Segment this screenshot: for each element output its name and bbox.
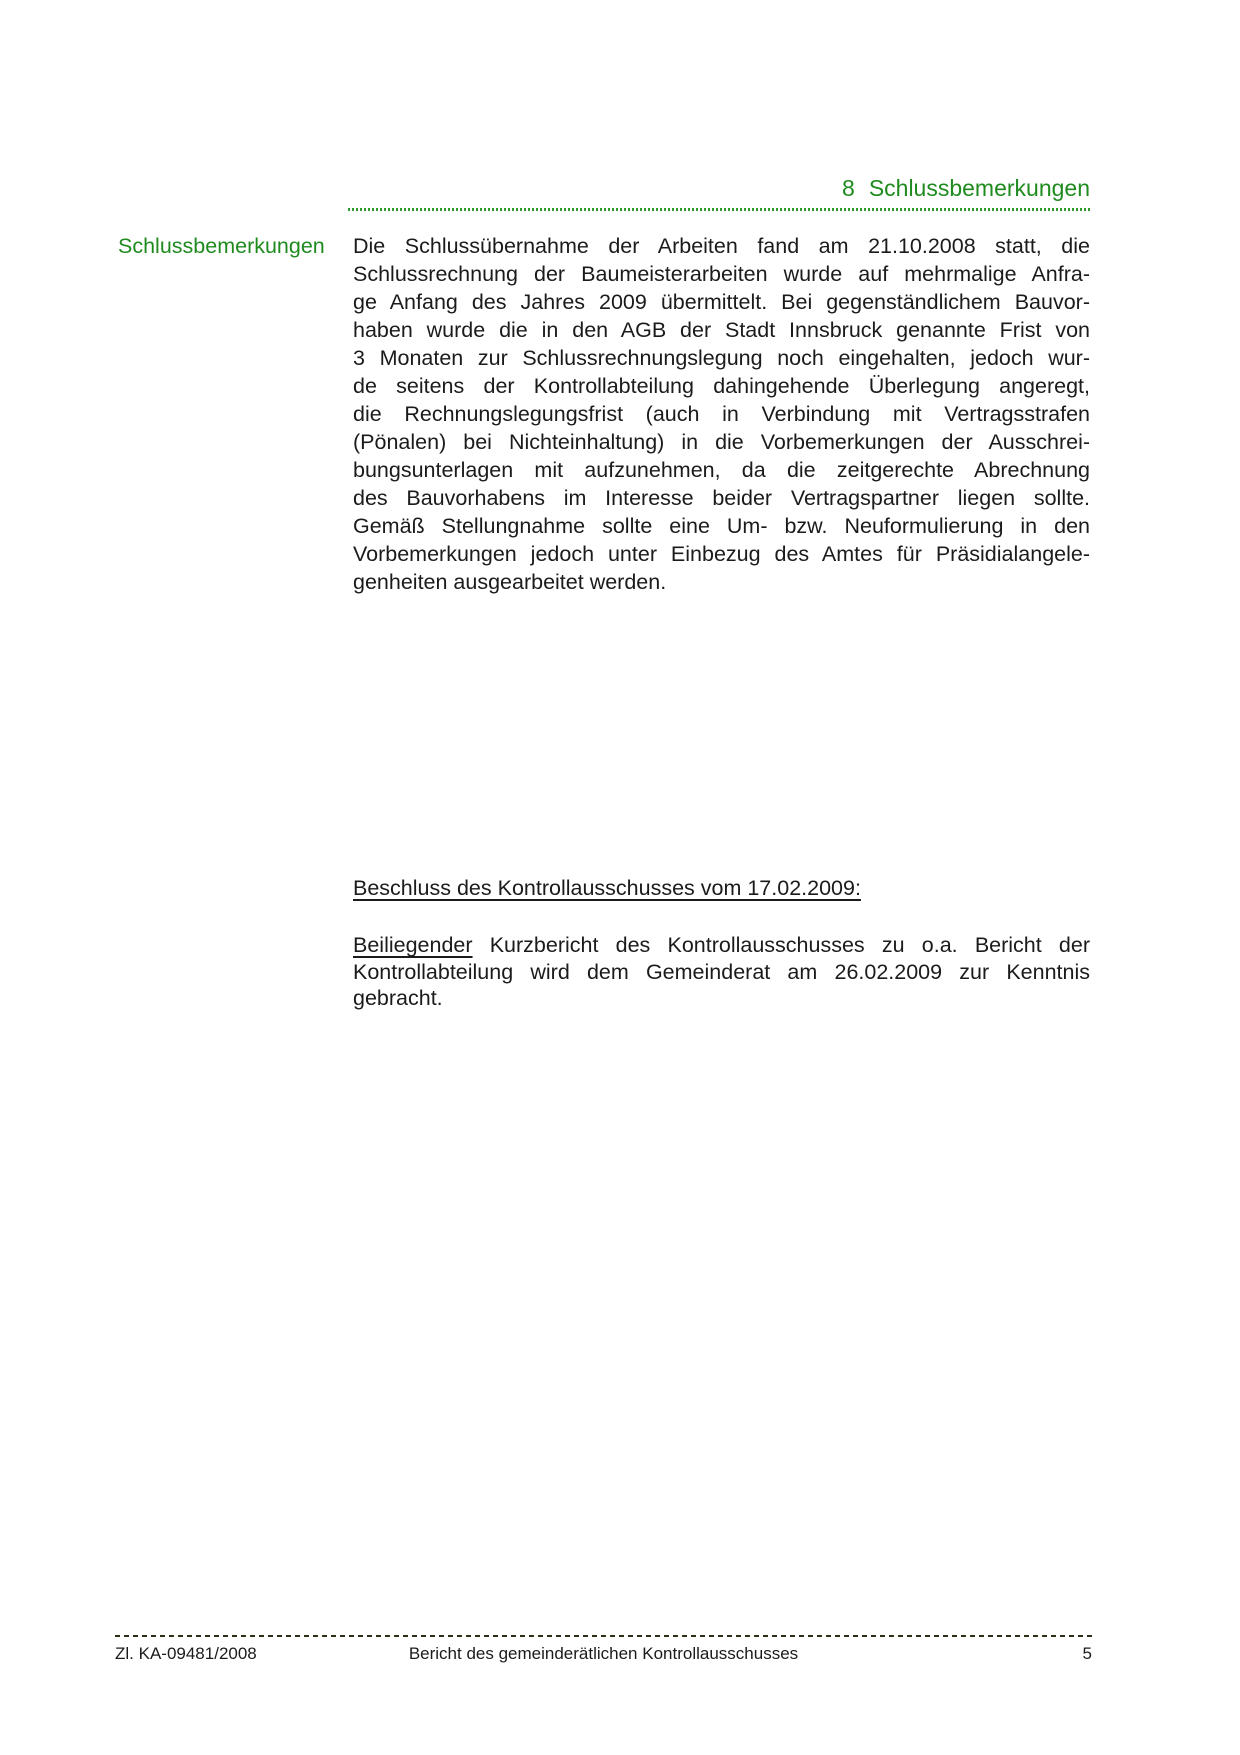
margin-label: Schlussbemerkungen: [118, 234, 325, 258]
paragraph-line: Gemäß Stellungnahme sollte eine Um- bzw. Neuformulierung in den: [353, 514, 1090, 538]
paragraph-line: genheiten ausgearbeitet werden.: [353, 570, 667, 594]
footer-rule: [115, 1635, 1092, 1637]
page-footer: [115, 1643, 1092, 1667]
paragraph-line: [353, 932, 1090, 959]
decision-heading: Beschluss des Kontrollausschusses vom 17.02.2009:: [353, 876, 861, 900]
section-title: Schlussbemerkungen: [868, 175, 1090, 201]
section-number: 8: [842, 175, 855, 201]
paragraph-line: Vorbemerkungen jedoch unter Einbezug des Amtes für Präsidialangele-: [353, 542, 1090, 566]
paragraph-line: Schlussrechnung der Baumeisterarbeiten wurde auf mehrmalige Anfra-: [353, 262, 1090, 286]
section-header-rule: [348, 208, 1090, 211]
footer-title: Bericht des gemeinderätlichen Kontrollausschusses: [408, 1644, 799, 1663]
paragraph-line: (Pönalen) bei Nichteinhaltung) in die Vorbemerkungen der Ausschrei-: [353, 430, 1090, 454]
paragraph-line: ge Anfang des Jahres 2009 übermittelt. Bei gegenständlichem Bauvor-: [353, 290, 1090, 314]
footer-page-number: 5: [1082, 1644, 1092, 1663]
paragraph-line: Kontrollabteilung wird dem Gemeinderat am 26.02.2009 zur Kenntnis: [353, 959, 1090, 984]
paragraph-line: die Rechnungslegungsfrist (auch in Verbindung mit Vertragsstrafen: [353, 402, 1090, 426]
paragraph-line: 3 Monaten zur Schlussrechnungslegung noch eingehalten, jedoch wur-: [353, 346, 1090, 370]
paragraph-line: gebracht.: [353, 986, 443, 1010]
paragraph-line: de seitens der Kontrollabteilung dahingehende Überlegung angeregt,: [353, 374, 1090, 398]
section-header: [350, 176, 1090, 201]
decision-paragraph: [353, 932, 1090, 1012]
footer-reference: Zl. KA-09481/2008: [115, 1644, 257, 1663]
conclusion-paragraph: [353, 232, 1090, 596]
underlined-word: Beiliegender: [353, 933, 473, 957]
decision-line1-rest: Kurzbericht des Kontrollausschusses zu o.a. Bericht der: [472, 933, 1090, 957]
paragraph-line: haben wurde die in den AGB der Stadt Innsbruck genannte Frist von: [353, 318, 1090, 342]
paragraph-line: bungsunterlagen mit aufzunehmen, da die zeitgerechte Abrechnung: [353, 458, 1090, 482]
paragraph-line: des Bauvorhabens im Interesse beider Vertragspartner liegen sollte.: [353, 486, 1090, 510]
paragraph-line: Die Schlussübernahme der Arbeiten fand am 21.10.2008 statt, die: [353, 234, 1090, 258]
